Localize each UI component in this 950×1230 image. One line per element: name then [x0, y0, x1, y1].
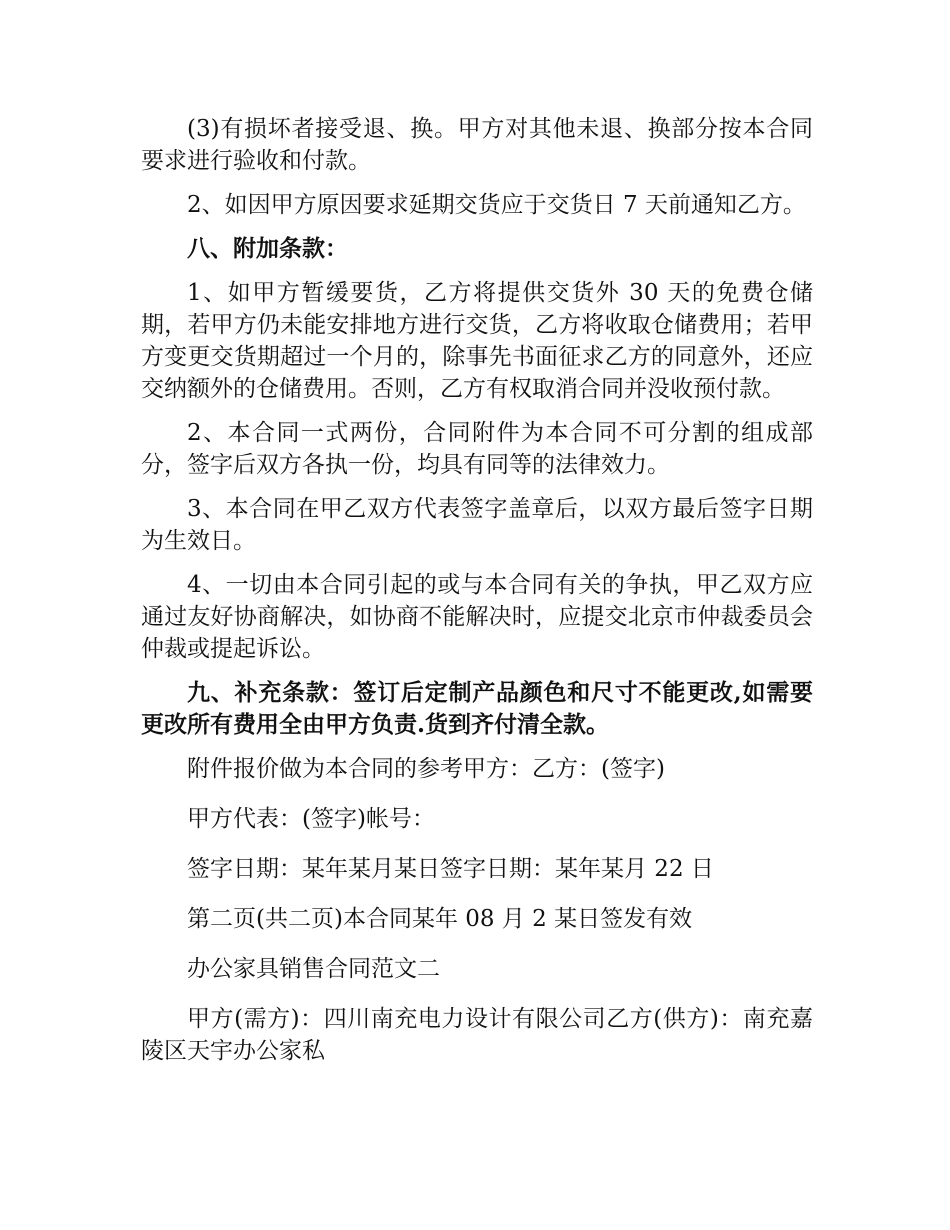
- paragraph-return-exchange: (3)有损坏者接受退、换。甲方对其他未退、换部分按本合同要求进行验收和付款。: [141, 116, 813, 174]
- paragraph-delivery-delay: 2、如因甲方原因要求延期交货应于交货日 7 天前通知乙方。: [187, 192, 806, 218]
- paragraph-storage-terms: 1、如甲方暂缓要货，乙方将提供交货外 30 天的免费仓储期，若甲方仍未能安排地方进行交货，乙方将收取仓储费用；若甲方变更交货期超过一个月的，除事先书面征求乙方的同意外，还应交纳额外的仓储费用。否则，乙方有权取消合同并没收预付款。: [141, 280, 813, 402]
- document-body: [141, 113, 813, 1079]
- section-heading-additional-terms: 八、附加条款：: [187, 235, 348, 262]
- section-heading-supplementary-terms: 九、补充条款：签订后定制产品颜色和尺寸不能更改,如需要更改所有费用全由甲方负责.货到齐付清全款。: [141, 679, 813, 738]
- paragraph-party-a-representative: 甲方代表：(签字)帐号：: [187, 806, 435, 832]
- paragraph-dispute-resolution: 4、一切由本合同引起的或与本合同有关的争执，甲乙双方应通过友好协商解决，如协商不能解决时，应提交北京市仲裁委员会仲裁或提起诉讼。: [141, 572, 813, 662]
- paragraph-parties: 甲方(需方)：四川南充电力设计有限公司乙方(供方)：南充嘉陵区天宇办公家私: [141, 1006, 813, 1064]
- paragraph-copies: 2、本合同一式两份，合同附件为本合同不可分割的组成部分，签字后双方各执一份，均具有同等的法律效力。: [141, 420, 813, 478]
- paragraph-attachment-quote: 附件报价做为本合同的参考甲方：乙方：(签字): [187, 756, 665, 782]
- paragraph-contract-title-two: 办公家具销售合同范文二: [187, 956, 440, 982]
- paragraph-page-note: 第二页(共二页)本合同某年 08 月 2 某日签发有效: [187, 906, 693, 932]
- paragraph-signing-dates: 签字日期：某年某月某日签字日期：某年某月 22 日: [187, 856, 714, 882]
- paragraph-effective-date: 3、本合同在甲乙双方代表签字盖章后，以双方最后签字日期为生效日。: [141, 496, 813, 554]
